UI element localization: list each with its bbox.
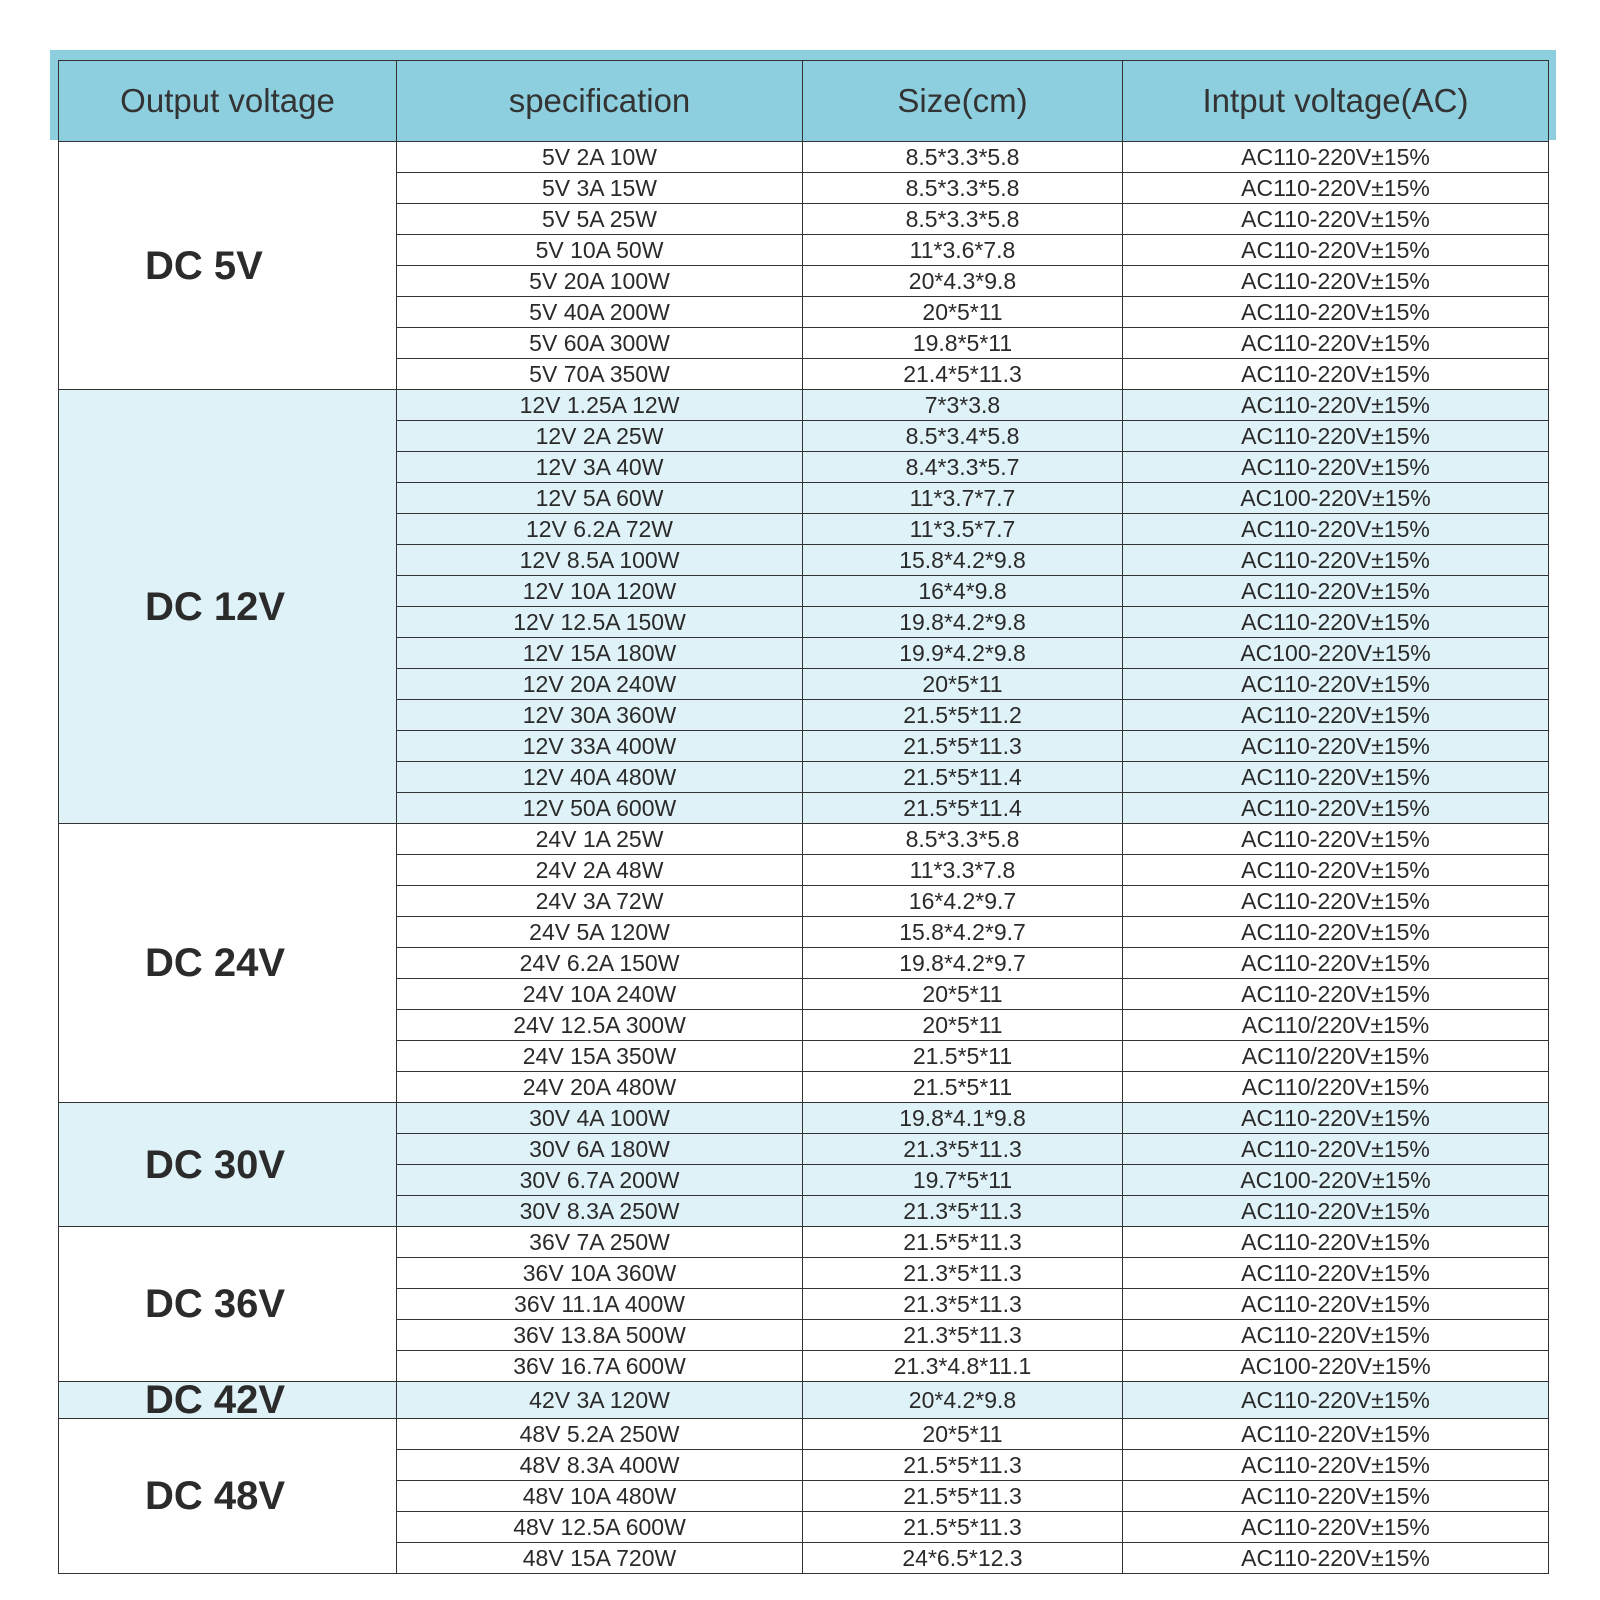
size-cell: 11*3.5*7.7 xyxy=(803,514,1123,545)
specification-cell: 5V 20A 100W xyxy=(397,266,803,297)
input-voltage-cell: AC110-220V±15% xyxy=(1123,1103,1549,1134)
input-voltage-cell: AC110-220V±15% xyxy=(1123,514,1549,545)
specification-cell: 48V 8.3A 400W xyxy=(397,1450,803,1481)
size-cell: 21.3*4.8*11.1 xyxy=(803,1351,1123,1382)
input-voltage-cell: AC110-220V±15% xyxy=(1123,1258,1549,1289)
input-voltage-cell: AC110-220V±15% xyxy=(1123,1450,1549,1481)
header-output-voltage: Output voltage xyxy=(59,61,397,142)
size-cell: 11*3.6*7.8 xyxy=(803,235,1123,266)
specification-cell: 12V 12.5A 150W xyxy=(397,607,803,638)
size-cell: 19.8*4.2*9.7 xyxy=(803,948,1123,979)
size-cell: 7*3*3.8 xyxy=(803,390,1123,421)
input-voltage-cell: AC110-220V±15% xyxy=(1123,700,1549,731)
input-voltage-cell: AC110-220V±15% xyxy=(1123,917,1549,948)
size-cell: 20*4.3*9.8 xyxy=(803,266,1123,297)
output-voltage-group: DC 24V xyxy=(59,824,397,1103)
table-row xyxy=(59,142,1549,173)
size-cell: 21.3*5*11.3 xyxy=(803,1134,1123,1165)
specification-cell: 12V 8.5A 100W xyxy=(397,545,803,576)
input-voltage-cell: AC110/220V±15% xyxy=(1123,1041,1549,1072)
input-voltage-cell: AC110-220V±15% xyxy=(1123,235,1549,266)
size-cell: 19.9*4.2*9.8 xyxy=(803,638,1123,669)
specification-cell: 5V 10A 50W xyxy=(397,235,803,266)
size-cell: 21.5*5*11.3 xyxy=(803,731,1123,762)
specification-cell: 30V 6.7A 200W xyxy=(397,1165,803,1196)
output-voltage-group: DC 42V xyxy=(59,1382,397,1419)
specification-cell: 12V 20A 240W xyxy=(397,669,803,700)
size-cell: 21.5*5*11.3 xyxy=(803,1227,1123,1258)
size-cell: 8.4*3.3*5.7 xyxy=(803,452,1123,483)
input-voltage-cell: AC110-220V±15% xyxy=(1123,979,1549,1010)
power-supply-spec-table xyxy=(58,60,1549,1574)
input-voltage-cell: AC110-220V±15% xyxy=(1123,390,1549,421)
specification-cell: 12V 10A 120W xyxy=(397,576,803,607)
input-voltage-cell: AC110-220V±15% xyxy=(1123,824,1549,855)
input-voltage-cell: AC100-220V±15% xyxy=(1123,1351,1549,1382)
specification-cell: 5V 60A 300W xyxy=(397,328,803,359)
output-voltage-group: DC 12V xyxy=(59,390,397,824)
size-cell: 21.5*5*11.3 xyxy=(803,1481,1123,1512)
input-voltage-cell: AC100-220V±15% xyxy=(1123,638,1549,669)
size-cell: 21.5*5*11 xyxy=(803,1072,1123,1103)
size-cell: 11*3.7*7.7 xyxy=(803,483,1123,514)
size-cell: 20*5*11 xyxy=(803,979,1123,1010)
size-cell: 19.7*5*11 xyxy=(803,1165,1123,1196)
specification-cell: 36V 16.7A 600W xyxy=(397,1351,803,1382)
size-cell: 21.3*5*11.3 xyxy=(803,1258,1123,1289)
specification-cell: 5V 70A 350W xyxy=(397,359,803,390)
input-voltage-cell: AC110-220V±15% xyxy=(1123,1512,1549,1543)
size-cell: 21.5*5*11.3 xyxy=(803,1512,1123,1543)
input-voltage-cell: AC110-220V±15% xyxy=(1123,855,1549,886)
output-voltage-group: DC 30V xyxy=(59,1103,397,1227)
size-cell: 21.3*5*11.3 xyxy=(803,1289,1123,1320)
specification-cell: 36V 10A 360W xyxy=(397,1258,803,1289)
input-voltage-cell: AC110-220V±15% xyxy=(1123,452,1549,483)
size-cell: 20*5*11 xyxy=(803,669,1123,700)
specification-cell: 12V 3A 40W xyxy=(397,452,803,483)
input-voltage-cell: AC100-220V±15% xyxy=(1123,1165,1549,1196)
input-voltage-cell: AC100-220V±15% xyxy=(1123,483,1549,514)
input-voltage-cell: AC110-220V±15% xyxy=(1123,297,1549,328)
size-cell: 11*3.3*7.8 xyxy=(803,855,1123,886)
specification-cell: 30V 6A 180W xyxy=(397,1134,803,1165)
header-specification: specification xyxy=(397,61,803,142)
input-voltage-cell: AC110-220V±15% xyxy=(1123,886,1549,917)
size-cell: 21.5*5*11.4 xyxy=(803,793,1123,824)
specification-cell: 48V 5.2A 250W xyxy=(397,1419,803,1450)
size-cell: 21.3*5*11.3 xyxy=(803,1196,1123,1227)
input-voltage-cell: AC110-220V±15% xyxy=(1123,576,1549,607)
specification-cell: 48V 12.5A 600W xyxy=(397,1512,803,1543)
specification-cell: 24V 15A 350W xyxy=(397,1041,803,1072)
specification-cell: 24V 1A 25W xyxy=(397,824,803,855)
input-voltage-cell: AC110-220V±15% xyxy=(1123,1289,1549,1320)
specification-cell: 30V 8.3A 250W xyxy=(397,1196,803,1227)
size-cell: 8.5*3.3*5.8 xyxy=(803,824,1123,855)
specification-cell: 12V 30A 360W xyxy=(397,700,803,731)
size-cell: 20*5*11 xyxy=(803,1419,1123,1450)
specification-cell: 48V 10A 480W xyxy=(397,1481,803,1512)
input-voltage-cell: AC110-220V±15% xyxy=(1123,173,1549,204)
specification-cell: 30V 4A 100W xyxy=(397,1103,803,1134)
specification-cell: 12V 40A 480W xyxy=(397,762,803,793)
table-row xyxy=(59,1382,1549,1419)
specification-cell: 42V 3A 120W xyxy=(397,1382,803,1419)
specification-cell: 24V 12.5A 300W xyxy=(397,1010,803,1041)
size-cell: 21.5*5*11 xyxy=(803,1041,1123,1072)
specification-cell: 12V 15A 180W xyxy=(397,638,803,669)
table-row xyxy=(59,1227,1549,1258)
specification-cell: 5V 3A 15W xyxy=(397,173,803,204)
size-cell: 8.5*3.3*5.8 xyxy=(803,204,1123,235)
input-voltage-cell: AC110-220V±15% xyxy=(1123,328,1549,359)
size-cell: 20*5*11 xyxy=(803,1010,1123,1041)
specification-cell: 5V 5A 25W xyxy=(397,204,803,235)
input-voltage-cell: AC110-220V±15% xyxy=(1123,1196,1549,1227)
specification-cell: 24V 2A 48W xyxy=(397,855,803,886)
input-voltage-cell: AC110-220V±15% xyxy=(1123,142,1549,173)
input-voltage-cell: AC110-220V±15% xyxy=(1123,359,1549,390)
table-row xyxy=(59,1419,1549,1450)
specification-cell: 24V 6.2A 150W xyxy=(397,948,803,979)
specification-cell: 24V 3A 72W xyxy=(397,886,803,917)
size-cell: 19.8*4.1*9.8 xyxy=(803,1103,1123,1134)
input-voltage-cell: AC110-220V±15% xyxy=(1123,1227,1549,1258)
header-row xyxy=(59,61,1549,142)
table-row xyxy=(59,1103,1549,1134)
input-voltage-cell: AC110/220V±15% xyxy=(1123,1072,1549,1103)
size-cell: 21.3*5*11.3 xyxy=(803,1320,1123,1351)
size-cell: 20*5*11 xyxy=(803,297,1123,328)
size-cell: 16*4.2*9.7 xyxy=(803,886,1123,917)
specification-cell: 12V 6.2A 72W xyxy=(397,514,803,545)
spec-table-frame xyxy=(50,50,1556,1571)
output-voltage-group: DC 5V xyxy=(59,142,397,390)
input-voltage-cell: AC110-220V±15% xyxy=(1123,545,1549,576)
size-cell: 8.5*3.4*5.8 xyxy=(803,421,1123,452)
input-voltage-cell: AC110-220V±15% xyxy=(1123,793,1549,824)
input-voltage-cell: AC110-220V±15% xyxy=(1123,731,1549,762)
specification-cell: 24V 5A 120W xyxy=(397,917,803,948)
specification-cell: 36V 11.1A 400W xyxy=(397,1289,803,1320)
input-voltage-cell: AC110-220V±15% xyxy=(1123,1134,1549,1165)
specification-cell: 5V 40A 200W xyxy=(397,297,803,328)
specification-cell: 12V 1.25A 12W xyxy=(397,390,803,421)
specification-cell: 12V 33A 400W xyxy=(397,731,803,762)
size-cell: 15.8*4.2*9.8 xyxy=(803,545,1123,576)
specification-cell: 24V 20A 480W xyxy=(397,1072,803,1103)
size-cell: 24*6.5*12.3 xyxy=(803,1543,1123,1574)
specification-cell: 12V 50A 600W xyxy=(397,793,803,824)
input-voltage-cell: AC110-220V±15% xyxy=(1123,948,1549,979)
input-voltage-cell: AC110-220V±15% xyxy=(1123,1382,1549,1419)
input-voltage-cell: AC110-220V±15% xyxy=(1123,266,1549,297)
table-body xyxy=(59,142,1549,1574)
output-voltage-group: DC 48V xyxy=(59,1419,397,1574)
header-size: Size(cm) xyxy=(803,61,1123,142)
input-voltage-cell: AC110-220V±15% xyxy=(1123,1419,1549,1450)
input-voltage-cell: AC110-220V±15% xyxy=(1123,421,1549,452)
size-cell: 21.4*5*11.3 xyxy=(803,359,1123,390)
specification-cell: 12V 5A 60W xyxy=(397,483,803,514)
input-voltage-cell: AC110-220V±15% xyxy=(1123,762,1549,793)
size-cell: 21.5*5*11.2 xyxy=(803,700,1123,731)
input-voltage-cell: AC110-220V±15% xyxy=(1123,204,1549,235)
output-voltage-group: DC 36V xyxy=(59,1227,397,1382)
specification-cell: 36V 7A 250W xyxy=(397,1227,803,1258)
size-cell: 19.8*5*11 xyxy=(803,328,1123,359)
specification-cell: 36V 13.8A 500W xyxy=(397,1320,803,1351)
size-cell: 19.8*4.2*9.8 xyxy=(803,607,1123,638)
size-cell: 16*4*9.8 xyxy=(803,576,1123,607)
input-voltage-cell: AC110-220V±15% xyxy=(1123,1320,1549,1351)
input-voltage-cell: AC110-220V±15% xyxy=(1123,607,1549,638)
size-cell: 20*4.2*9.8 xyxy=(803,1382,1123,1419)
input-voltage-cell: AC110/220V±15% xyxy=(1123,1010,1549,1041)
size-cell: 15.8*4.2*9.7 xyxy=(803,917,1123,948)
input-voltage-cell: AC110-220V±15% xyxy=(1123,1481,1549,1512)
specification-cell: 12V 2A 25W xyxy=(397,421,803,452)
specification-cell: 24V 10A 240W xyxy=(397,979,803,1010)
size-cell: 21.5*5*11.4 xyxy=(803,762,1123,793)
size-cell: 8.5*3.3*5.8 xyxy=(803,173,1123,204)
table-row xyxy=(59,824,1549,855)
size-cell: 8.5*3.3*5.8 xyxy=(803,142,1123,173)
specification-cell: 5V 2A 10W xyxy=(397,142,803,173)
specification-cell: 48V 15A 720W xyxy=(397,1543,803,1574)
input-voltage-cell: AC110-220V±15% xyxy=(1123,1543,1549,1574)
input-voltage-cell: AC110-220V±15% xyxy=(1123,669,1549,700)
header-input-voltage: Intput voltage(AC) xyxy=(1123,61,1549,142)
size-cell: 21.5*5*11.3 xyxy=(803,1450,1123,1481)
table-row xyxy=(59,390,1549,421)
